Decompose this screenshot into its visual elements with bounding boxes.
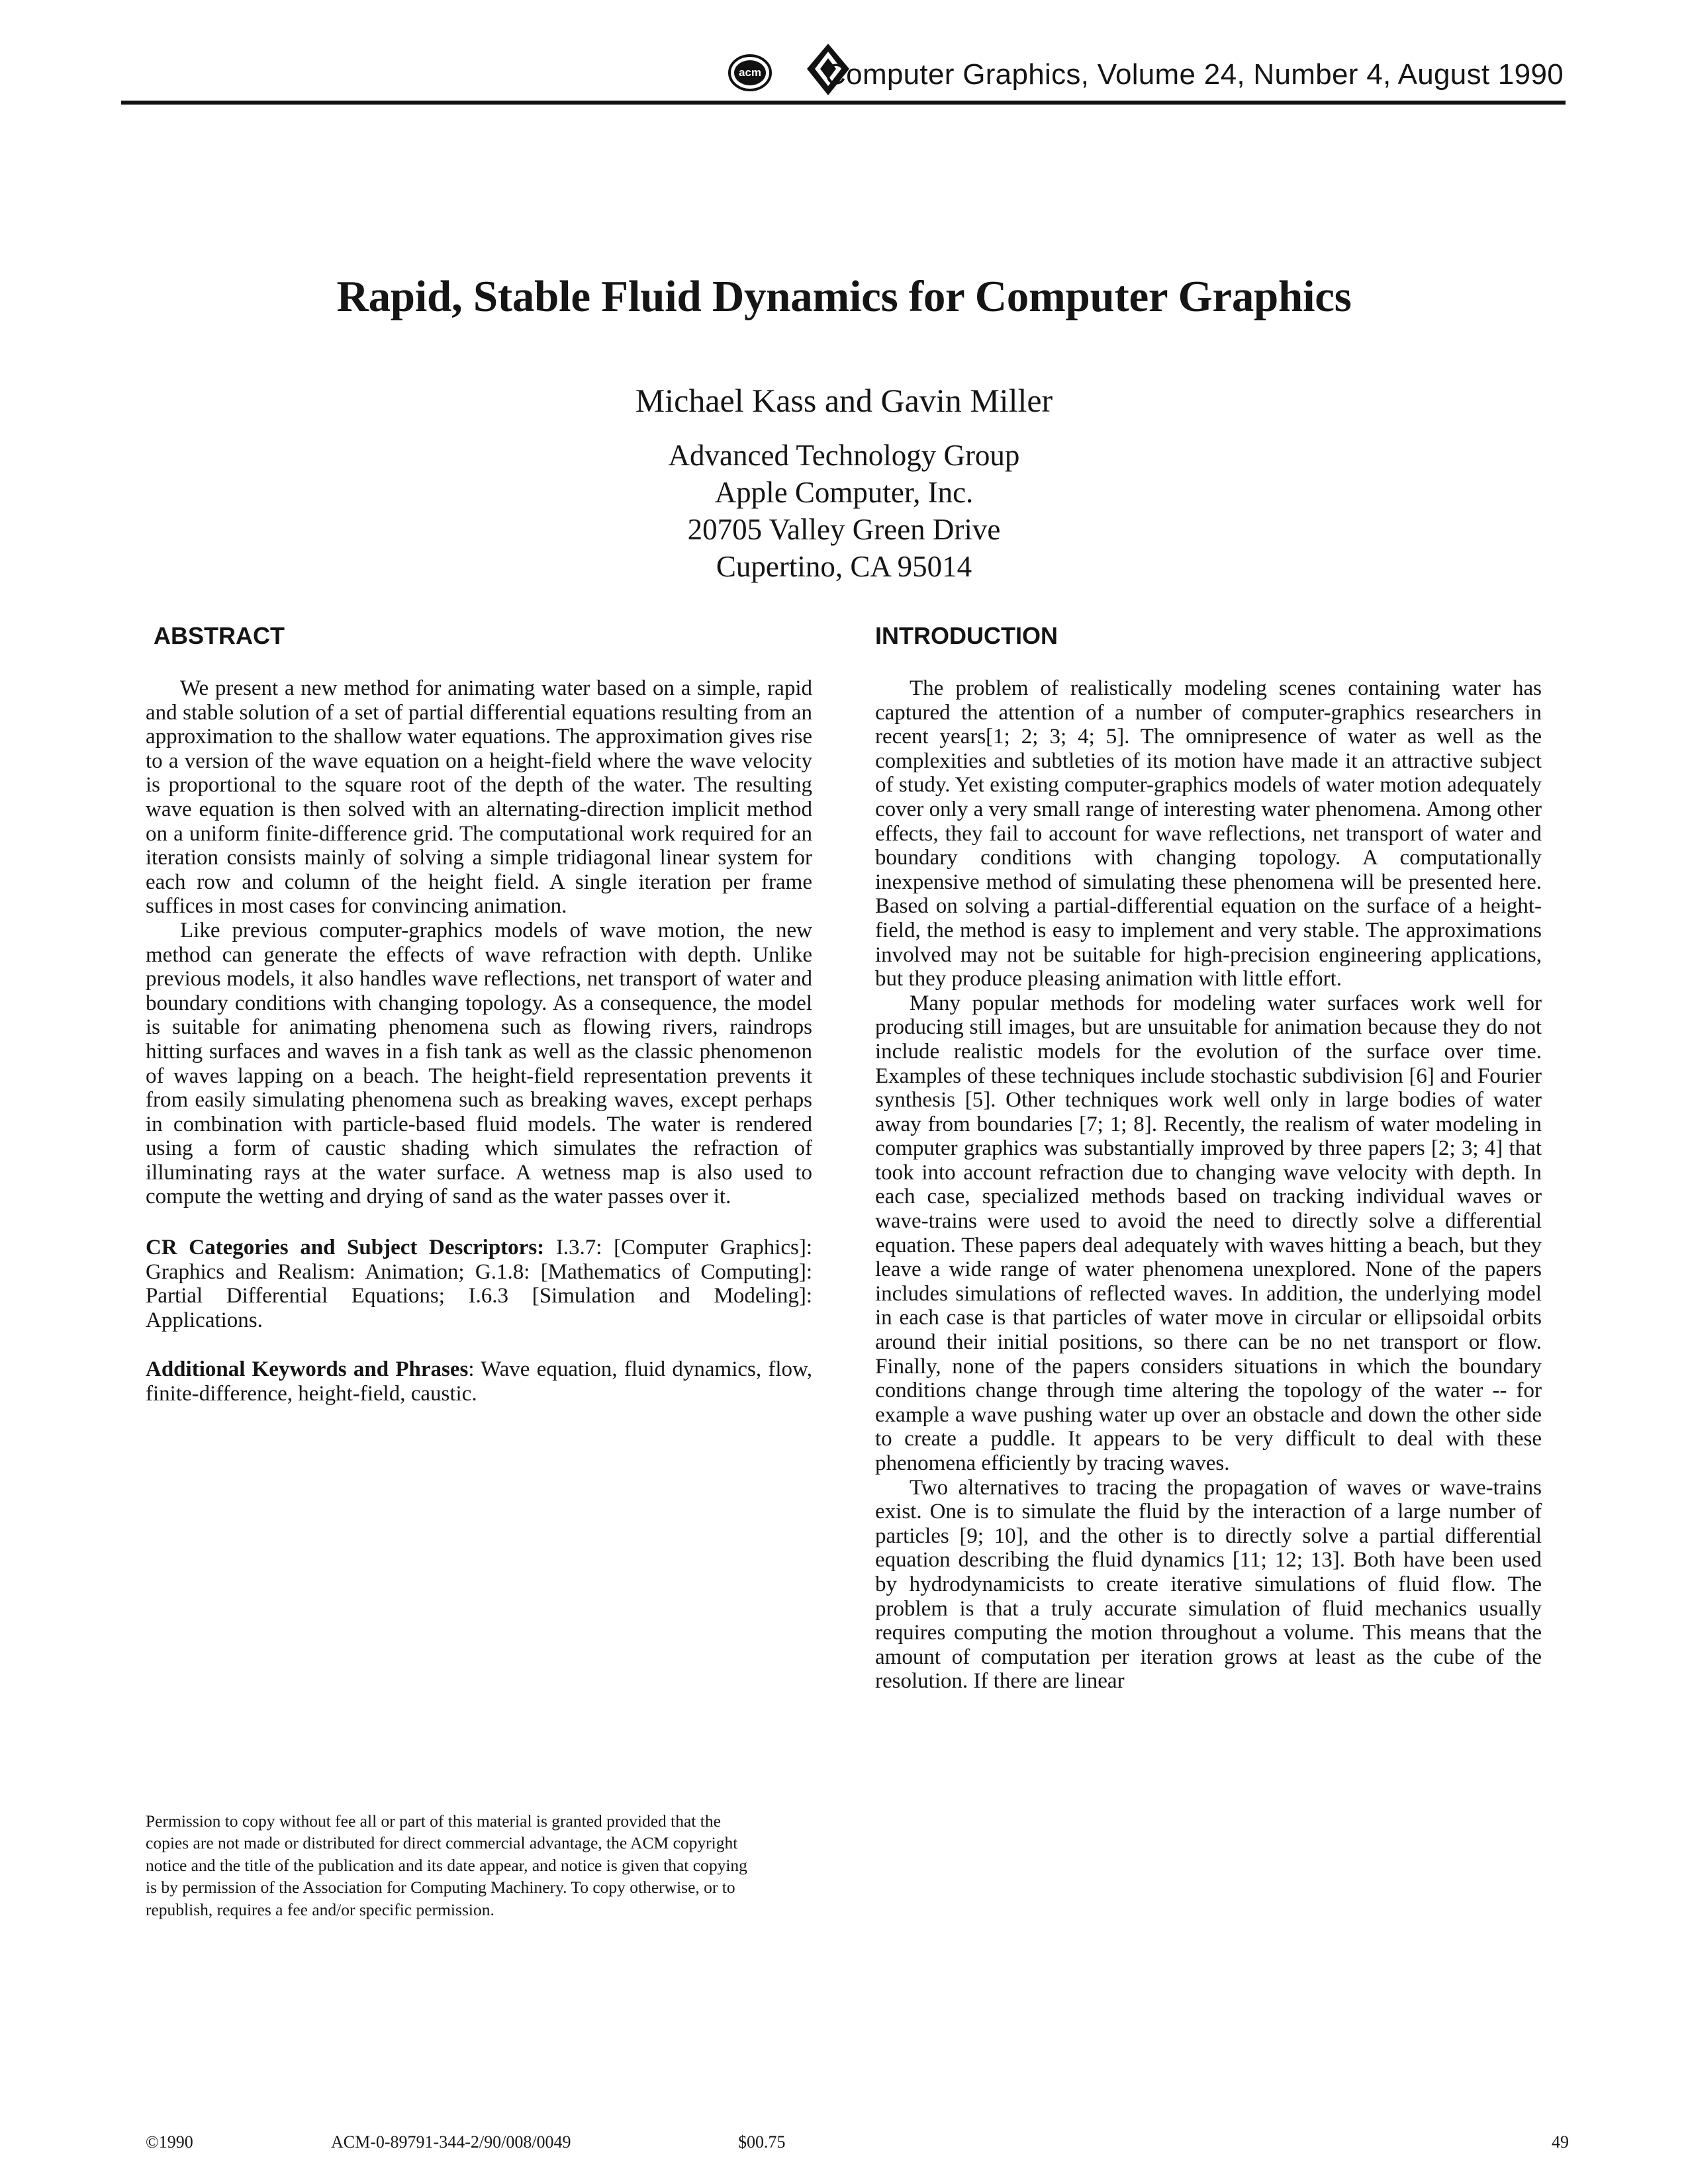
keywords-label: Additional Keywords and Phrases — [146, 1357, 469, 1382]
authors: Michael Kass and Gavin Miller — [635, 382, 1053, 419]
abstract-body — [146, 676, 812, 1406]
cr-categories-label: CR Categories and Subject Descriptors: — [146, 1236, 545, 1260]
abstract-heading: ABSTRACT — [154, 622, 285, 649]
footer-isbn: ACM-0-89791-344-2/90/008/0049 — [331, 2132, 571, 2152]
abstract-paragraph: We present a new method for animating water based on a simple, rapid and stable solution of a set of partial differential equations resulting from an approximation to the shallow water equations. The approximation gives rise to a version of the wave equation on a height-field where the wave velocity is proportional to the square root of the depth of the water. The resulting wave equation is then solved with an alternating-direction implicit method on a uniform finite-difference grid. The computational work required for an iteration consists mainly of solving a simple tridiagonal linear system for each row and column of the height field. A single iteration per frame suffices in most cases for convincing animation. — [146, 676, 812, 919]
affiliation — [0, 437, 1688, 585]
affiliation-line: Cupertino, CA 95014 — [716, 550, 972, 583]
header-rule — [121, 101, 1566, 105]
footer-price: $00.75 — [738, 2132, 786, 2152]
abstract-paragraph: Like previous computer-graphics models of wave motion, the new method can generate the effects of wave refraction with depth. Unlike previous models, it also handles wave reflections, net transport of water and boundary conditions with changing topology. As a consequence, the model is suitable for animating phenomena such as flowing rivers, raindrops hitting surfaces and waves in a fish tank as well as the classic phenomenon of waves lapping on a beach. The height-field representation prevents it from easily simulating phenomena such as breaking waves, except perhaps in combination with particle-based fluid models. The water is rendered using a form of caustic shading which simulates the refraction of illuminating rays at the water surface. A wetness map is also used to compute the wetting and drying of sand as the water passes over it. — [146, 918, 812, 1209]
journal-header: Computer Graphics, Volume 24, Number 4, August 1990 — [825, 58, 1564, 91]
introduction-paragraph: Two alternatives to tracing the propagation of waves or wave-trains exist. One is to simulate the fluid by the interaction of a large number of particles [9; 10], and the other is to directly solve a partial differential equation describing the fluid dynamics [11; 12; 13]. Both have been used by hydrodynamicists to create iterative simulations of fluid flow. The problem is that a truly accurate simulation of fluid mechanics usually requires computing the motion throughout a volume. This means that the amount of computation per iteration grows at least as the cube of the resolution. If there are linear — [875, 1475, 1542, 1694]
page-number: 49 — [1552, 2132, 1569, 2152]
affiliation-line: Apple Computer, Inc. — [714, 476, 974, 509]
permission-notice: Permission to copy without fee all or part of this material is granted provided that the copies are not made or distributed for direct commercial advantage, the ACM copyright notice and the title of the publication and its date appear, and notice is given that copying is by permission of the Association for Computing Machinery. To copy otherwise, or to republish, requires a fee and/or specific permission. — [146, 1811, 747, 1919]
affiliation-line: Advanced Technology Group — [668, 439, 1020, 472]
cr-categories — [146, 1236, 812, 1332]
svg-text:acm: acm — [738, 66, 762, 79]
cr-categories-text: I.3.7: [Computer Graphics]: Graphics and Realism: Animation; G.1.8: [Mathematics of Computing]: Partial Differential Equations; I.6.3 [Simulation and Modeling]: Applications. — [146, 1236, 813, 1332]
paper-title: Rapid, Stable Fluid Dynamics for Computer Graphics — [336, 272, 1352, 321]
keywords — [146, 1357, 812, 1406]
introduction-paragraph: Many popular methods for modeling water surfaces work well for producing still images, but are unsuitable for animation because they do not include realistic models for the evolution of the surface over time. Examples of these techniques include stochastic subdivision [6] and Fourier synthesis [5]. Other techniques work well only in large bodies of water away from boundaries [7; 1; 8]. Recently, the realism of water modeling in computer graphics was substantially improved by three papers [2; 3; 4] that took into account refraction due to changing wave velocity with depth. In each case, specialized methods based on tracking individual waves or wave-trains were used to avoid the need to directly solve a differential equation. These papers deal adequately with waves hitting a beach, but they leave a wide range of water phenomena unexplored. None of the papers includes simulations of reflected waves. In addition, the underlying model in each case is that particles of water move in circular or ellipsoidal orbits around their initial positions, so there can be no net transport or flow. Finally, none of the papers considers situations in which the boundary conditions change through time altering the topology of the water -- for example a wave pushing water up over an obstacle and down the other side to create a puddle. It appears to be very difficult to deal with these phenomena efficiently by tracing waves. — [875, 991, 1542, 1475]
footer-copyright: ©1990 — [146, 2132, 193, 2152]
keywords-text: : Wave equation, fluid dynamics, flow, finite-difference, height-field, caustic. — [146, 1357, 812, 1406]
acm-logo — [728, 54, 772, 91]
affiliation-line: 20705 Valley Green Drive — [687, 513, 1001, 546]
introduction-heading: INTRODUCTION — [875, 622, 1058, 649]
introduction-paragraph: The problem of realistically modeling scenes containing water has captured the attention of a number of computer-graphics researchers in recent years[1; 2; 3; 4; 5]. The omnipresence of water as well as the complexities and subtleties of its motion have made it an attractive subject of study. Yet existing computer-graphics models of water motion adequately cover only a very small range of interesting water phenomena. Among other effects, they fail to account for wave reflections, net transport of water and boundary conditions with changing topology. A computationally inexpensive method of simulating these phenomena will be presented here. Based on solving a partial-differential equation on the surface of a height-field, the method is easy to implement and very stable. The approximations involved may not be suitable for high-precision engineering applications, but they produce pleasing animation with little effort. — [875, 676, 1542, 991]
introduction-body — [875, 676, 1542, 1694]
